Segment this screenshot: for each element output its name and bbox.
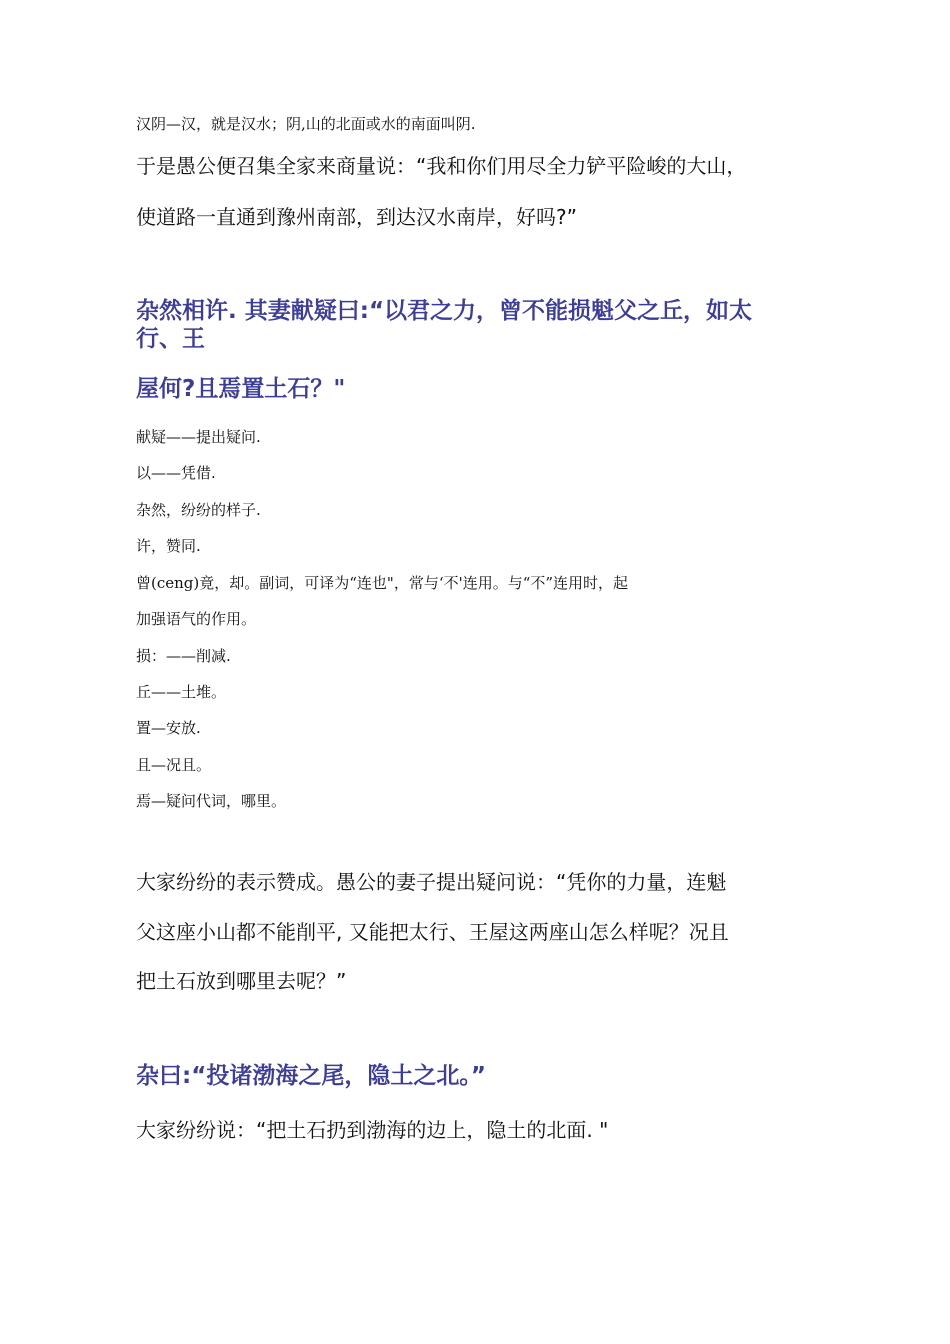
annotation-qiu: 丘——土堆。	[136, 683, 227, 701]
translation-line: 大家纷纷的表示赞成。愚公的妻子提出疑问说：“凭你的力量，连魁	[136, 870, 727, 894]
annotation-ceng-cont: 加强语气的作用。	[136, 610, 257, 628]
annotation-qie: 且—况且。	[136, 756, 212, 774]
annotation-sun: 损：——削减.	[136, 647, 231, 665]
annotation-ceng: 曾(ceng)竟，却。副词，可译为“连也"，常与‘不'连用。与“不”连用时，起	[136, 574, 629, 592]
translation-line: 父这座小山都不能削平, 又能把太行、王屋这两座山怎么样呢？况且	[136, 920, 729, 944]
annotation-hanyin: 汉阴—汉，就是汉水；阴,山的北面或水的南面叫阴.	[136, 115, 476, 133]
annotation-yi: 以——凭借.	[136, 464, 216, 482]
original-text-line: 行、王	[136, 326, 205, 352]
annotation-xu: 许，赞同.	[136, 537, 201, 555]
annotation-zhi: 置—安放.	[136, 719, 201, 737]
translation-line: 大家纷纷说：“把土石扔到渤海的边上，隐土的北面. "	[136, 1118, 609, 1142]
translation-line: 于是愚公便召集全家来商量说：“我和你们用尽全力铲平险峻的大山，	[136, 154, 747, 178]
annotation-zaran: 杂然，纷纷的样子.	[136, 501, 261, 519]
original-text-line: 杂曰:“投诸渤海之尾，隐土之北。”	[136, 1063, 486, 1089]
translation-line: 使道路一直通到豫州南部，到达汉水南岸，好吗?”	[136, 205, 577, 229]
translation-line: 把土石放到哪里去呢？”	[136, 969, 347, 993]
annotation-xianyi: 献疑——提出疑问.	[136, 428, 261, 446]
original-text-line: 杂然相许. 其妻献疑曰:“以君之力，曾不能损魁父之丘，如太	[136, 298, 753, 324]
annotation-yan: 焉—疑问代词，哪里。	[136, 792, 287, 810]
original-text-line: 屋何?且焉置土石？"	[136, 376, 346, 402]
